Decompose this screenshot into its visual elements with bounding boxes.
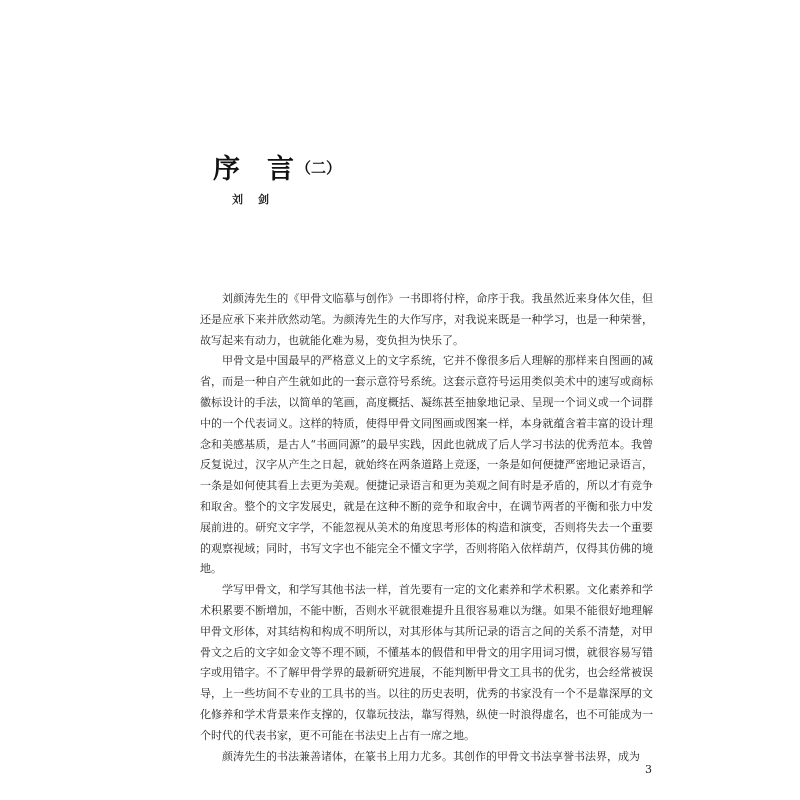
paragraph: 学写甲骨文，和学写其他书法一样，首先要有一定的文化素养和学术积累。文化素养和学术积累要不断增加，不能中断，否则水平就很难提升且很容易难以为继。如果不能很好地理解甲骨文形体，对其结构和构成不明所以，对其形体与其所记录的语言之间的关系不清楚，对甲骨文之后的文字如金文等不理不顾，不懂基本的假借和甲骨文的用字用词习惯，就很容易写错字或用错字。不了解甲骨学界的最新研究进展，不能判断甲骨文工具书的优劣，也会经常被误导，上一些坊间不专业的工具书的当。以往的历史表明，优秀的书家没有一个不是靠深厚的文化修养和学术背景来作支撑的，仅靠玩技法，靠写得熟，纵使一时浪得虚名，也不可能成为一个时代的代表书家，更不可能在书法史上占有一席之地。 [200,583,653,742]
paragraph: 刘颜涛先生的《甲骨文临摹与创作》一书即将付梓，命序于我。我虽然近来身体欠佳，但还是应承下来并欣然动笔。为颜涛先生的大作写序，对我说来既是一种学习，也是一种荣誉，故写起来有动力，也就能化难为易，变负担为快乐了。 [200,292,653,347]
page-title [213,150,341,188]
body-text [200,289,653,767]
author-name: 刘 剑 [232,193,271,206]
paragraph: 甲骨文是中国最早的严格意义上的文字系统，它并不像很多后人理解的那样来自图画的减省，而是一种自产生就如此的一套示意符号系统。这套示意符号运用类似美术中的速写或商标徽标设计的手法，以简单的笔画，高度概括、凝练甚至抽象地记录、呈现一个词义或一个词群中的一个代表词义。这样的特质，使得甲骨文同图画或图案一样，本身就蕴含着丰富的设计理念和美感基质，是古人“书画同源”的最早实践，因此也就成了后人学习书法的优秀范本。我曾反复说过，汉字从产生之日起，就始终在两条道路上竞逐，一条是如何便捷严密地记录语言，一条是如何使其看上去更为美观。便捷记录语言和更为美观之间有时是矛盾的，所以才有竞争和取舍。整个的文字发展史，就是在这种不断的竞争和取舍中，在调节两者的平衡和张力中发展前进的。研究文字学，不能忽视从美术的角度思考形体的构造和演变，否则将失去一个重要的观察视域；同时，书写文字也不能完全不懂文字学，否则将陷入依样葫芦，仅得其仿佛的境地。 [200,354,653,576]
title-suffix: （二） [296,159,342,177]
paragraph: 颜涛先生的书法兼善诸体，在篆书上用力尤多。其创作的甲骨文书法享誉书法界，成为 [222,749,640,763]
title-text: 序 言 [213,154,294,185]
page-number: 3 [645,763,652,776]
